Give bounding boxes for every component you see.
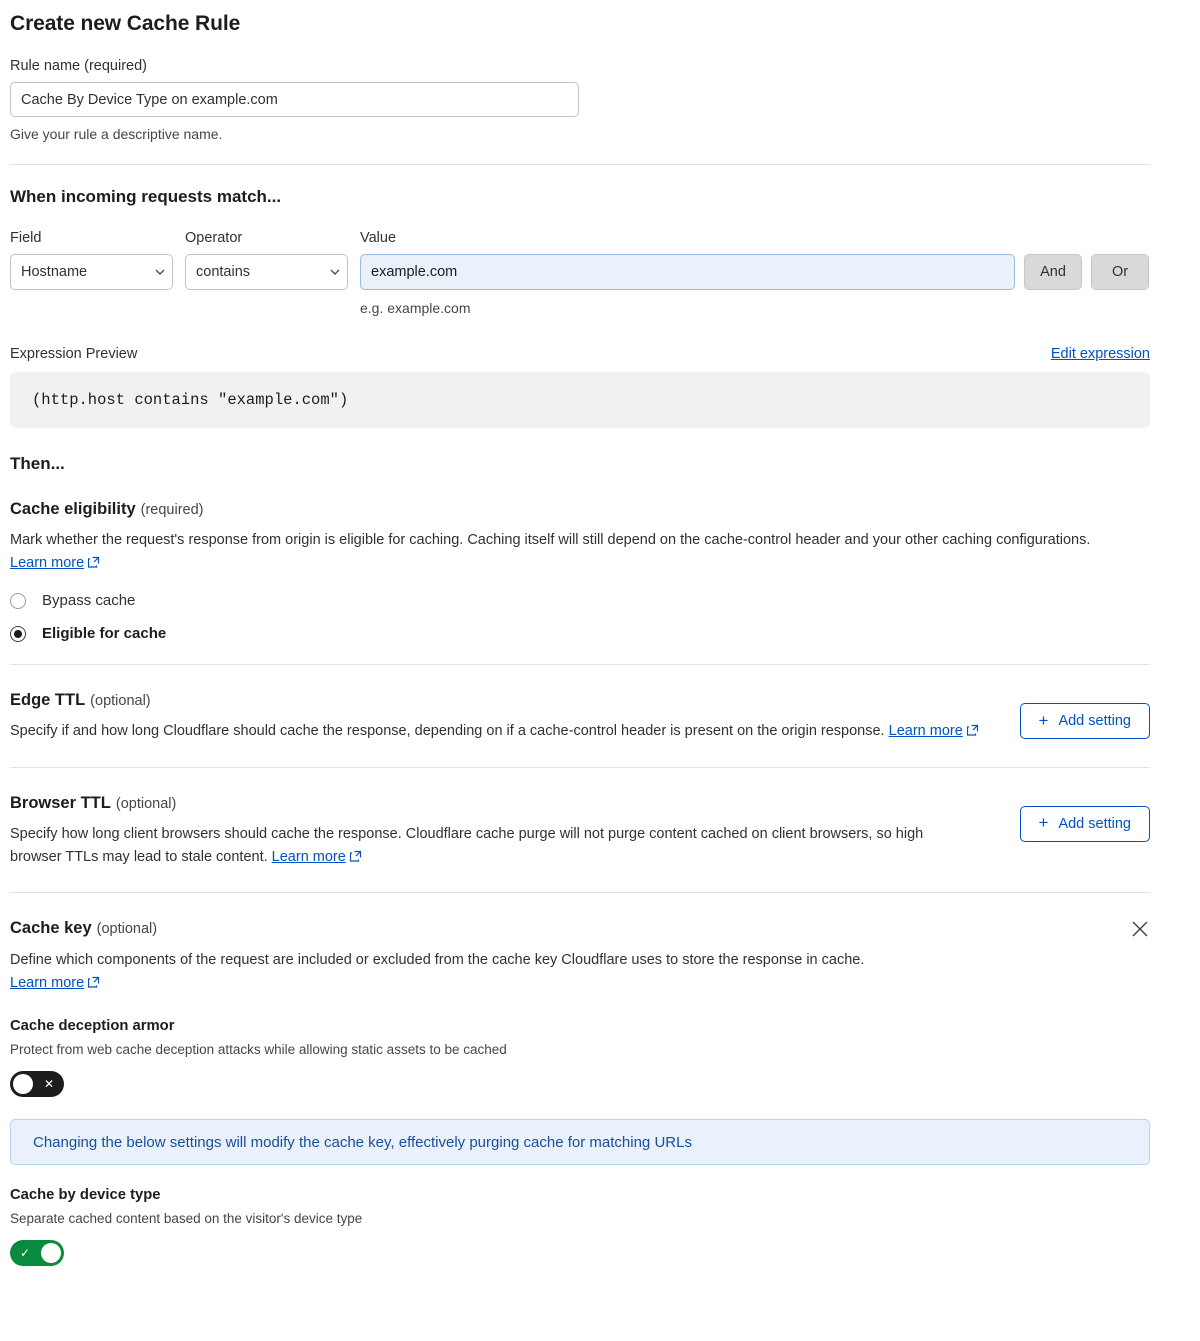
edge-ttl-title-text: Edge TTL (10, 691, 86, 710)
browser-ttl-description-text: Specify how long client browsers should cache the response. Cloudflare cache purge will not purge content cached on client browsers, so high browser TTLs may lead to stale content. (10, 825, 924, 865)
value-input[interactable] (360, 254, 1015, 290)
field-select[interactable] (10, 254, 173, 290)
external-link-icon (967, 721, 979, 744)
cache-deception-armor-toggle[interactable] (10, 1071, 64, 1097)
cache-deception-armor-title: Cache deception armor (10, 1018, 175, 1035)
radio-bypass-cache-label: Bypass cache (42, 592, 136, 610)
radio-eligible-for-cache[interactable] (10, 625, 1150, 642)
cache-eligibility-title-text: Cache eligibility (10, 500, 136, 518)
field-label: Field (10, 230, 42, 246)
browser-ttl-section (10, 794, 1150, 870)
cache-key-header (10, 919, 1150, 939)
cache-key-description-text: Define which components of the request are included or excluded from the cache key Cloudflare uses to store the response in cache. (10, 951, 865, 968)
cache-deception-armor-description: Protect from web cache deception attacks while allowing static assets to be cached (10, 1042, 507, 1058)
external-link-icon (88, 553, 100, 576)
cache-key-optional: (optional) (96, 921, 158, 938)
operator-select-value: contains (185, 254, 348, 290)
page-title: Create new Cache Rule (10, 12, 241, 35)
browser-ttl-learn-more-link[interactable]: Learn more (271, 848, 346, 865)
match-row (10, 254, 1150, 316)
toggle-knob (13, 1074, 33, 1094)
rule-name-helper: Give your rule a descriptive name. (10, 126, 223, 142)
expression-header (10, 346, 1150, 362)
divider (10, 164, 1150, 165)
plus-icon: + (1038, 710, 1049, 730)
radio-selected-icon (10, 626, 26, 642)
cache-by-device-type-title: Cache by device type (10, 1187, 161, 1204)
value-group (360, 254, 1015, 316)
cache-eligibility-description-text: Mark whether the request's response from origin is eligible for caching. Caching itself will still depend on the cache-control header and your other caching configurations. (10, 532, 1091, 548)
cache-key-learn-more-link[interactable]: Learn more (10, 975, 85, 992)
cache-eligibility-learn-more-link[interactable]: Learn more (10, 555, 85, 572)
bottom-spacer (10, 1266, 1150, 1296)
edge-ttl-optional: (optional) (90, 693, 151, 710)
cache-key-title (10, 919, 157, 938)
edge-ttl-description-text: Specify if and how long Cloudflare should cache the response, depending on if a cache-control header is present on the origin response. (10, 723, 885, 740)
match-column-labels (10, 230, 1150, 246)
browser-ttl-title-text: Browser TTL (10, 793, 111, 812)
or-button[interactable]: Or (1091, 254, 1149, 290)
edge-ttl-description (10, 720, 990, 744)
value-hint: e.g. example.com (360, 300, 471, 316)
edge-ttl-add-setting-button[interactable] (1020, 703, 1151, 739)
edge-ttl-add-setting-label: Add setting (1058, 713, 1131, 730)
match-section-title: When incoming requests match... (10, 187, 282, 206)
browser-ttl-title (10, 794, 1150, 813)
divider (10, 664, 1150, 665)
external-link-icon (88, 973, 100, 996)
field-select-value: Hostname (10, 254, 173, 290)
cache-rule-form (0, 12, 1200, 1296)
expression-preview-box: (http.host contains "example.com") (10, 372, 1150, 428)
edge-ttl-learn-more-link[interactable]: Learn more (888, 723, 963, 740)
close-icon[interactable] (1130, 919, 1150, 939)
rule-name-group (10, 58, 1150, 142)
cache-key-info-banner-text: Changing the below settings will modify the cache key, effectively purging cache for matching URLs (33, 1133, 692, 1151)
cache-key-description (10, 949, 1010, 996)
toggle-on-icon: ✓ (19, 1246, 31, 1261)
browser-ttl-add-setting-button[interactable] (1020, 806, 1151, 842)
browser-ttl-add-setting-label: Add setting (1058, 815, 1131, 832)
radio-eligible-for-cache-label: Eligible for cache (42, 625, 167, 643)
rule-name-label: Rule name (required) (10, 58, 148, 74)
expression-preview-label: Expression Preview (10, 346, 138, 362)
rule-name-input[interactable] (10, 82, 579, 117)
radio-icon (10, 593, 26, 609)
toggle-off-icon: ✕ (43, 1077, 55, 1092)
cache-by-device-type-toggle[interactable] (10, 1240, 64, 1266)
cache-eligibility-required: (required) (140, 502, 204, 518)
browser-ttl-description (10, 823, 970, 870)
operator-label: Operator (185, 230, 243, 246)
value-label: Value (360, 230, 397, 246)
browser-ttl-optional: (optional) (115, 795, 177, 812)
cache-key-info-banner (10, 1119, 1150, 1165)
operator-select[interactable] (185, 254, 348, 290)
edge-ttl-section (10, 691, 1150, 744)
and-button[interactable]: And (1024, 254, 1082, 290)
plus-icon: + (1038, 813, 1049, 833)
edit-expression-link[interactable]: Edit expression (1050, 346, 1150, 362)
divider (10, 892, 1150, 893)
radio-bypass-cache[interactable] (10, 592, 1150, 609)
edge-ttl-title (10, 691, 1150, 710)
divider (10, 767, 1150, 768)
toggle-knob (41, 1243, 61, 1263)
cache-key-title-text: Cache key (10, 919, 92, 938)
then-title: Then... (10, 454, 65, 473)
cache-eligibility-description (10, 529, 1130, 576)
cache-by-device-type-description: Separate cached content based on the visitor's device type (10, 1211, 363, 1227)
external-link-icon (350, 847, 362, 870)
cache-eligibility-title (10, 500, 1150, 519)
